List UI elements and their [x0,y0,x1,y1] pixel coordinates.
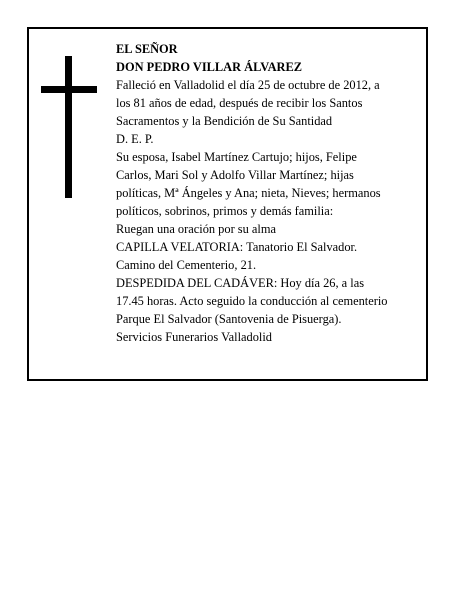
funeral-services-line: Servicios Funerarios Valladolid [116,330,273,344]
cross-vertical-bar [65,56,72,198]
cross-icon [41,56,97,198]
body-line: Sacramentos y la Bendición de Su Santidad [116,114,333,128]
body-line: Falleció en Valladolid el día 25 de octubre de 2012, a [116,78,380,92]
body-line: Ruegan una oración por su alma [116,222,276,236]
deceased-name: DON PEDRO VILLAR ÁLVAREZ [116,60,303,74]
body-line: políticos, sobrinos, primos y demás familia: [116,204,334,218]
body-line: CAPILLA VELATORIA: Tanatorio El Salvador. [116,240,358,254]
body-line: Parque El Salvador (Santovenia de Pisuerga). [116,312,342,326]
body-line: DESPEDIDA DEL CADÁVER: Hoy día 26, a las [116,276,365,290]
deceased-title: EL SEÑOR [116,42,178,56]
obituary-text [116,40,422,346]
cross-horizontal-bar [41,86,97,93]
body-line: Carlos, Mari Sol y Adolfo Villar Martínez; hijas [116,168,354,182]
body-line: los 81 años de edad, después de recibir los Santos [116,96,363,110]
body-line: Su esposa, Isabel Martínez Cartujo; hijos, Felipe [116,150,357,164]
obituary-notice [27,27,428,381]
body-line: políticas, Mª Ángeles y Ana; nieta, Nieves; hermanos [116,186,381,200]
rip-line: D. E. P. [116,132,154,146]
body-line: 17.45 horas. Acto seguido la conducción al cementerio [116,294,388,308]
body-line: Camino del Cementerio, 21. [116,258,257,272]
